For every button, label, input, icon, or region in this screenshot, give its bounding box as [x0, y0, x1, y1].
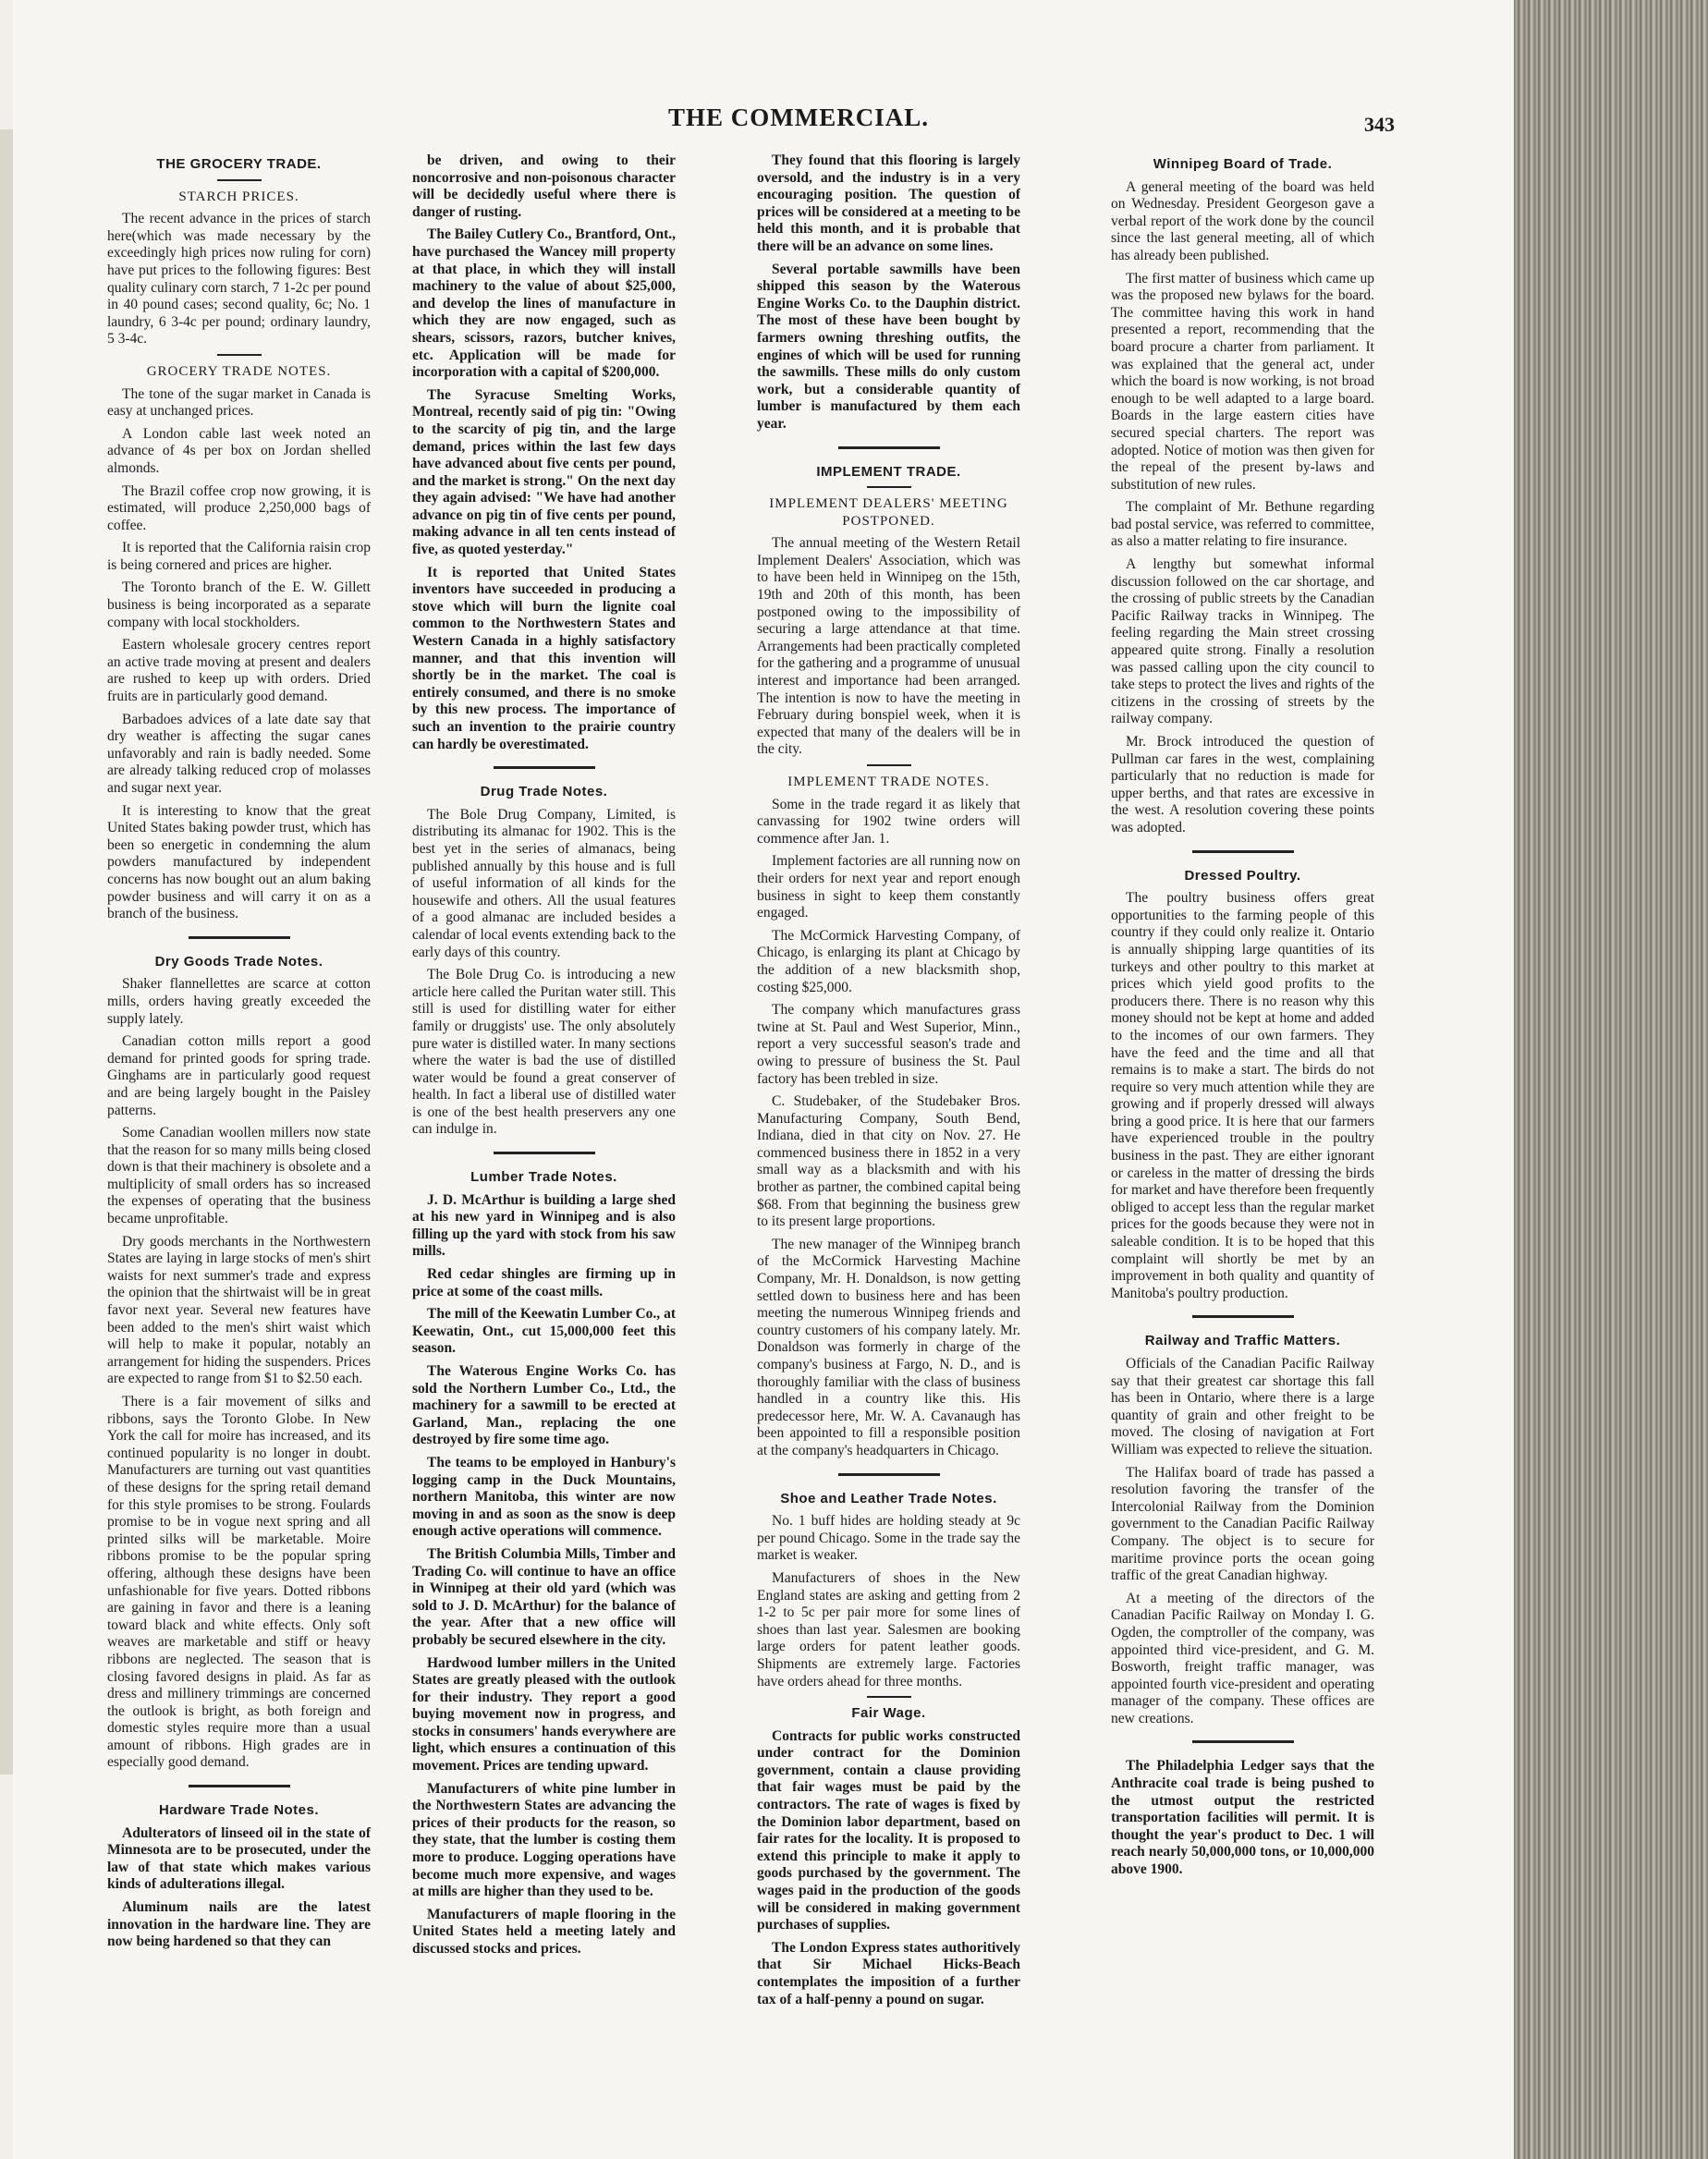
article-hardware-continued [412, 152, 676, 753]
paragraph: Dry goods merchants in the Northwestern States are laying in large stocks of men's shirt waists for next summer's trade and express the opinion that the shirtwaist will be in great favor next year. Several new features have been added to the men's shirt waist which will help to make it popular, notably an arrangement for hiding the suspenders. Prices are expected to range from $1 to $2.50 each. [107, 1233, 371, 1387]
paragraph: Canadian cotton mills report a good demand for printed goods for spring trade. Ginghams are in particularly good request and are being largely bought in the Paisley patterns. [107, 1033, 371, 1118]
article-lumber-continued [757, 152, 1020, 433]
paragraph: Contracts for public works constructed under contract for the Dominion government, contain a clause providing that fair wages must be paid by the contractors. The rate of wages is fixed by the Dominion labor department, based on fair rates for the locality. It is proposed to extend this principle to make it apply to goods purchased by the government. The wages paid in the production of the goods will be considered in making government purchases of supplies. [757, 1727, 1020, 1933]
paragraph: The annual meeting of the Western Retail Implement Dealers' Association, which was to have been held in Winnipeg on the 15th, 19th and 20th of this month, has been postponed owing to the impossibility of securing a large attendance at that time. Arrangements had been practically completed for the gathering and a programme of unusual interest and importance had been arranged. The intention is now to have the meeting in February during bonspiel week, when it is expected that many of the dealers will be in the city. [757, 535, 1020, 758]
article-shoe-leather [757, 1513, 1020, 1690]
divider [494, 766, 595, 769]
paragraph: The complaint of Mr. Bethune regarding bad postal service, was referred to committee, as also a matter relating to fire insurance. [1111, 499, 1374, 550]
subheading-implement-notes: IMPLEMENT TRADE NOTES. [787, 775, 990, 789]
paragraph: The teams to be employed in Hanbury's logging camp in the Duck Mountains, northern Manitoba, this winter are now moving in and as soon as the snow is deep enough active operations will commence. [412, 1454, 676, 1540]
divider [494, 1152, 595, 1154]
paragraph: be driven, and owing to their noncorrosive and non-poisonous character will be decidedly useful where there is danger of rusting. [412, 152, 676, 220]
paragraph: The Toronto branch of the E. W. Gillett business is being incorporated as a separate company with local stockholders. [107, 579, 371, 630]
article-dry-goods [107, 976, 371, 1772]
paragraph: Aluminum nails are the latest innovation in the hardware line. They are now being hardened so that they can [107, 1899, 371, 1950]
paragraph: Shaker flannellettes are scarce at cotton mills, orders having greatly exceeded the supply lately. [107, 976, 371, 1027]
subheading-grocery-notes: GROCERY TRADE NOTES. [146, 363, 332, 379]
section-title-grocery: THE GROCERY TRADE. [156, 156, 322, 172]
divider [1192, 1740, 1294, 1743]
paragraph: At a meeting of the directors of the Canadian Pacific Railway on Monday I. G. Ogden, the comptroller of the company, was appointed third vice-president, and G. M. Bosworth, freight traffic manager, was appointed fourth vice-president and operating manager of the company. These offices are new creations. [1111, 1590, 1374, 1726]
paragraph: Manufacturers of maple flooring in the United States held a meeting lately and discussed stocks and prices. [412, 1906, 676, 1957]
article-implement-notes [757, 797, 1020, 1460]
paragraph: The Brazil coffee crop now growing, it is estimated, will produce 2,250,000 bags of coffee. [107, 482, 371, 533]
book-spine [1514, 0, 1708, 2159]
paragraph: The company which manufactures grass twine at St. Paul and West Superior, Minn., report a very successful season's trade and owing to pressure of business the St. Paul factory has been trebled in size. [757, 1002, 1020, 1087]
paragraph: Barbadoes advices of a late date say that dry weather is affecting the sugar canes unfavorably and rain is badly needed. Some are already talking reduced crop of molasses and sugar next year. [107, 711, 371, 796]
article-railway [1111, 1356, 1374, 1727]
paragraph: The McCormick Harvesting Company, of Chicago, is enlarging its plant at Chicago by the addition of a new blacksmith shop, costing $25,000. [757, 927, 1020, 995]
section-title-poultry: Dressed Poultry. [1184, 867, 1301, 884]
paragraph: Hardwood lumber millers in the United States are greatly pleased with the outlook for their industry. They report a good buying movement now in progress, and stocks in consumers' hands everywhere are light, which ensures a continuation of this movement. Prices are tending upward. [412, 1654, 676, 1775]
page-title: THE COMMERCIAL. [667, 104, 929, 131]
paragraph: Manufacturers of white pine lumber in the Northwestern States are advancing the prices of their products for the reason, so they state, that the lumber is costing them more to produce. Logging operations have become much more expensive, and wages at mills are higher than they used to be. [412, 1780, 676, 1900]
paragraph: A general meeting of the board was held on Wednesday. President Georgeson gave a verbal report of the work done by the council since the last general meeting, all of which has already been published. [1111, 178, 1374, 263]
paragraph: The poultry business offers great opportunities to the farming people of this country if they could only realize it. Ontario is annually shipping large quantities of its turkeys and other poultry to this market at prices which yield good profits to the producers there. There is no reason why this money should not be kept at home and added to the incomes of our own farmers. They have the feed and the time and all that remains is to make a start. The birds do not require so very much attention while they are growing and if properly dressed will always bring a good price. It is here that our farmers have experienced trouble in the poultry business in the past. They are either ignorant or careless in the matter of dressing the birds for market and have therefore been frequently obliged to accept less than the regular market prices for the goods because they were not in saleable condition. It is to be hoped that this complaint will shortly be met by an improvement in both quality and quantity of Manitoba's poultry production. [1111, 890, 1374, 1301]
section-title-hardware: Hardware Trade Notes. [158, 1802, 320, 1819]
paragraph: The recent advance in the prices of starch here(which was made necessary by the exceedingly high prices now ruling for corn) have put prices to the following figures: Best quality culinary corn starch, 7 1-2c per pound in 40 pound cases; second quality, 6c; No. 1 laundry, 6 3-4c per pound; ordinary laundry, 5 3-4c. [107, 211, 371, 348]
paragraph: The Halifax board of trade has passed a resolution favoring the transfer of the Intercolonial Railway from the Dominion government to the Canadian Pacific Railway Company. The object is to secure for maritime province ports the ocean going traffic of the great Canadian highway. [1111, 1464, 1374, 1584]
divider [838, 446, 940, 449]
divider [1192, 850, 1294, 853]
paragraph: Officials of the Canadian Pacific Railway say that their greatest car shortage this fall has been in Ontario, where there is a large quantity of grain and other freight to be moved. The closing of navigation at Fort William was expected to relieve the situation. [1111, 1356, 1374, 1458]
section-title-fair-wage: Fair Wage. [851, 1705, 926, 1722]
divider [867, 764, 911, 766]
paragraph: J. D. McArthur is building a large shed at his new yard in Winnipeg and is also filling up the yard with stock from his saw mills. [412, 1191, 676, 1260]
section-title-implement: IMPLEMENT TRADE. [816, 463, 961, 480]
paragraph: It is reported that the California raisin crop is being cornered and prices are higher. [107, 540, 371, 573]
paragraph: The Bailey Cutlery Co., Brantford, Ont., have purchased the Wancey mill property at that place, in which they will install machinery to the value of about $25,000, and develop the lines of manufacture in which they are now engaged, such as shears, scissors, razors, butcher knives, etc. Application will be made for incorporation with a capital of $200,000. [412, 226, 676, 381]
divider [838, 1473, 940, 1476]
page-number: 343 [1364, 113, 1395, 136]
section-title-board-of-trade: Winnipeg Board of Trade. [1153, 156, 1333, 172]
article-starch-prices [107, 211, 371, 348]
paragraph: The Philadelphia Ledger says that the Anthracite coal trade is being pushed to the utmost output the restricted transportation facilities will permit. It is thought the year's product to Dec. 1 will reach nearly 50,000,000 tons, or 10,000,000 above 1900. [1111, 1758, 1374, 1878]
divider [189, 936, 290, 939]
divider [189, 1785, 290, 1787]
divider [867, 486, 911, 488]
paragraph: They found that this flooring is largely oversold, and the industry is in a very encouraging position. The question of prices will be considered at a meeting to be held this month, and it is probable that there will be an advance on some lines. [757, 152, 1020, 254]
paragraph: C. Studebaker, of the Studebaker Bros. Manufacturing Company, South Bend, Indiana, died in that city on Nov. 27. He commenced business there in 1852 in a very small way as a blacksmith and with his brother as partner, the combined capital being $68. From that beginning the business grew to its present large proportions. [757, 1093, 1020, 1230]
paragraph: Red cedar shingles are firming up in price at some of the coast mills. [412, 1266, 676, 1299]
section-title-railway: Railway and Traffic Matters. [1144, 1333, 1341, 1349]
divider [867, 1696, 911, 1698]
paragraph: Manufacturers of shoes in the New England states are asking and getting from 2 1-2 to 5c per pair more for some lines of shoes than last year. Salesmen are booking large orders for patent leather goods. Shipments are extremely large. Factories have orders ahead for three months. [757, 1569, 1020, 1689]
paragraph: Some in the trade regard it as likely that canvassing for 1902 twine orders will commence after Jan. 1. [757, 796, 1020, 847]
paragraph: A London cable last week noted an advance of 4s per box on Jordan shelled almonds. [107, 425, 371, 476]
divider [217, 179, 262, 181]
paragraph: The new manager of the Winnipeg branch of the McCormick Harvesting Machine Company, Mr. H. Donaldson, is now getting settled down to business here and has been meeting the numerous Winnipeg friends and country customers of his company lately. Mr. Donaldson was formerly in charge of the company's business at Fargo, N. D., and is thoroughly familiar with the class of business handled in a country like this. His predecessor here, Mr. W. A. Cavanaugh has been appointed to fill a responsible position at the company's headquarters in Chicago. [757, 1236, 1020, 1458]
article-anthracite-coal [1111, 1758, 1374, 1878]
article-dealers-meeting [757, 535, 1020, 759]
paragraph: Some Canadian woollen millers now state that the reason for so many mills being closed down is that their machinery is obsolete and a multiplicity of small orders has so increased the expenses of operating that the business became unprofitable. [107, 1125, 371, 1227]
paragraph: Implement factories are all running now on their orders for next year and report enough business in sight to keep them constantly engaged. [757, 853, 1020, 921]
article-fair-wage [757, 1728, 1020, 2009]
section-title-drug: Drug Trade Notes. [480, 784, 608, 800]
paragraph: No. 1 buff hides are holding steady at 9c per pound Chicago. Some in the trade say the market is weaker. [757, 1513, 1020, 1564]
paragraph: Mr. Brock introduced the question of Pullman car fares in the west, complaining particularly that no reduction is made for upper berths, and that rates are excessive in the west. A resolution covering these points was adopted. [1111, 734, 1374, 836]
paragraph: The British Columbia Mills, Timber and Trading Co. will continue to have an office in Winnipeg at their old yard (which was sold to J. D. McArthur) for the balance of the year. After that a new office will probably be secured elsewhere in the city. [412, 1545, 676, 1648]
paragraph: The first matter of business which came up was the proposed new bylaws for the board. The committee having this work in hand presented a report, recommending that the board procure a charter from parliament. It was explained that the general act, under which the board is now working, is not broad enough to be well adapted to a large board. Boards in the large eastern cities have secured special charters. The report was adopted. Notice of motion was then given for the repeal of the present by-laws and substitution of new rules. [1111, 270, 1374, 493]
paragraph: It is interesting to know that the great United States baking powder trust, which has been so energetic in condemning the alum powders manufactured by independent concerns has now bought out an alum baking powder business and will carry it on as a branch of the business. [107, 802, 371, 922]
article-poultry [1111, 890, 1374, 1302]
article-board-of-trade [1111, 179, 1374, 837]
paragraph: A lengthy but somewhat informal discussion followed on the car shortage, and the crossing of public streets by the Canadian Pacific Railway tracks in Winnipeg. The feeling regarding the Main street crossing appeared quite strong. Finally a resolution was passed calling upon the city council to take steps to protect the lives and rights of the citizens in the crossing of streets by the railway company. [1111, 556, 1374, 727]
section-title-lumber: Lumber Trade Notes. [470, 1169, 617, 1186]
paragraph: The Bole Drug Company, Limited, is distributing its almanac for 1902. This is the best yet in the series of almanacs, being published annually by this house and is full of useful information of all kinds for the housewife and others. All the usual features of a good almanac are included besides a calendar of local events extending back to the early days of this country. [412, 806, 676, 960]
paragraph: The mill of the Keewatin Lumber Co., at Keewatin, Ont., cut 15,000,000 feet this season. [412, 1306, 676, 1357]
subheading-starch: STARCH PRICES. [178, 189, 299, 204]
article-grocery-notes [107, 386, 371, 923]
divider [217, 354, 262, 356]
article-drug [412, 807, 676, 1139]
column-1 [107, 152, 371, 1957]
column-2 [412, 152, 676, 1964]
paragraph: Several portable sawmills have been shipped this season by the Waterous Engine Works Co. to the Dauphin district. The most of these have been bought by farmers owning threshing outfits, the engines of which will be used for running the sawmills. These mills do only custom work, but a considerable quantity of lumber is manufactured by them each year. [757, 261, 1020, 432]
subheading-dealers-meeting: IMPLEMENT DEALERS' MEETING POSTPONED. [769, 496, 1008, 529]
divider [1192, 1315, 1294, 1318]
column-4 [1111, 152, 1374, 1885]
paragraph: There is a fair movement of silks and ribbons, says the Toronto Globe. In New York the call for moire has increased, and its continued popularity is no longer in doubt. Manufacturers are turning out vast quantities of these designs for the spring retail demand for this style promises to be strong. Foulards promise to be in vogue next spring and all printed silks will be marketable. Moire ribbons promise to be the popular spring offering, although these designs have been unfashionable for five years. Dotted ribbons are gaining in favor and there is a leaning toward black and white effects. Only soft weaves are marketable and stiff or heavy ribbons are neglected. The season that is closing favored designs in plaid. As far as dress and millinery trimmings are concerned the outlook is bright, as both foreign and domestic styles require more than a usual amount of ribbons. High grades are in especially good demand. [107, 1394, 371, 1771]
column-3 [757, 152, 1020, 2014]
paragraph: The Bole Drug Co. is introducing a new article here called the Puritan water still. This still is used for distilling water for either family or druggists' use. The only absolutely pure water is distilled water. In many sections where the water is bad the use of distilled water would be found a great conserver of health. In fact a liberal use of distilled water is one of the best health preservers any one can indulge in. [412, 967, 676, 1138]
paragraph: It is reported that United States inventors have succeeded in producing a stove which will burn the lignite coal common to the Northwestern States and Western Canada in a highly satisfactory manner, and that this invention will shortly be in the market. The coal is entirely consumed, and there is no smoke by this new process. The importance of such an invention to the prairie country can hardly be overestimated. [412, 564, 676, 752]
article-hardware [107, 1825, 371, 1951]
paragraph: The Waterous Engine Works Co. has sold the Northern Lumber Co., Ltd., the machinery for a sawmill to be erected at Garland, Man., replacing the one destroyed by fire some time ago. [412, 1363, 676, 1448]
section-title-dry-goods: Dry Goods Trade Notes. [154, 953, 323, 970]
section-title-shoe-leather: Shoe and Leather Trade Notes. [780, 1490, 997, 1506]
article-lumber [412, 1192, 676, 1958]
paragraph: The Syracuse Smelting Works, Montreal, recently said of pig tin: "Owing to the scarcity of pig tin, and the large demand, prices within the last few days have advanced about five cents per pound, and the market is strong." On the next day they again advised: "We have had another advance on pig tin of five cents per pound, making advance in all ten cents instead of five, as quoted yesterday." [412, 386, 676, 558]
paragraph: The London Express states authoritively that Sir Michael Hicks-Beach contemplates the imposition of a further tax of a half-penny a pound on sugar. [757, 1939, 1020, 2007]
paragraph: The tone of the sugar market in Canada is easy at unchanged prices. [107, 385, 371, 420]
newspaper-page [13, 0, 1514, 2159]
paragraph: Adulterators of linseed oil in the state of Minnesota are to be prosecuted, under the law of that state which makes various kinds of adulterations illegal. [107, 1824, 371, 1893]
paragraph: Eastern wholesale grocery centres report an active trade moving at present and dealers are rushed to keep up with orders. Dried fruits are in particularly good demand. [107, 637, 371, 705]
